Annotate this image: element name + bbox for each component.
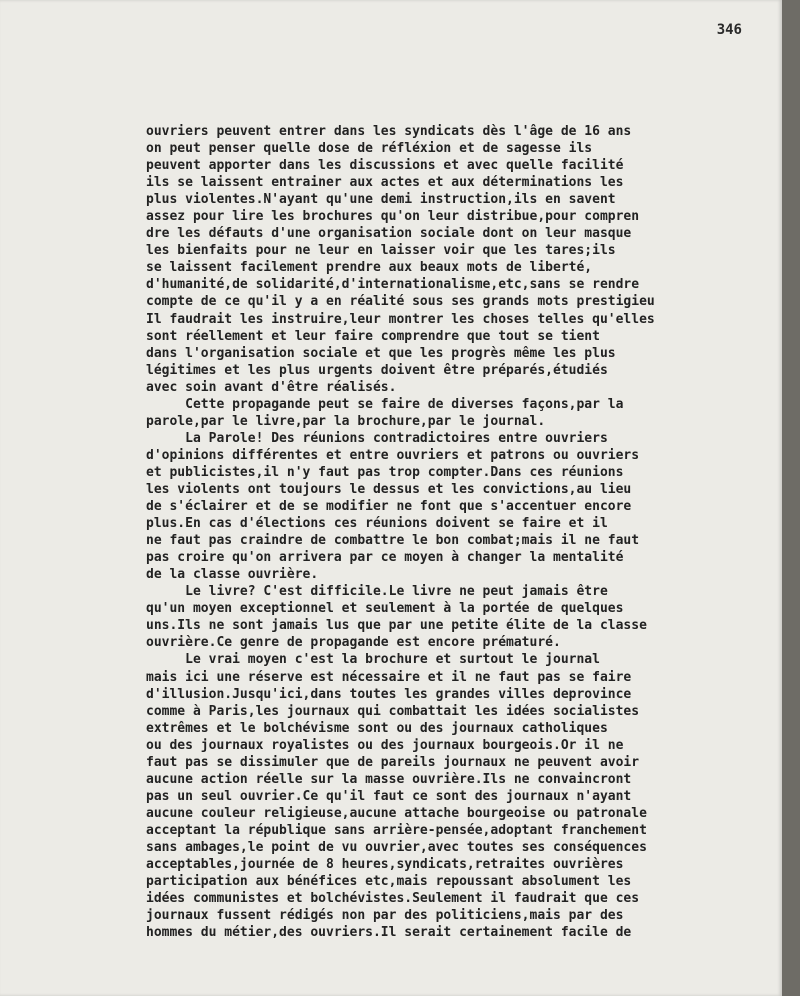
text-line: acceptant la république sans arrière-pensée,adoptant franchement: [146, 822, 647, 838]
text-line: assez pour lire les brochures qu'on leur distribue,pour compren: [146, 209, 640, 225]
text-line: aucune action réelle sur la masse ouvrière.Ils ne convaincront: [146, 771, 632, 787]
text-line: les violents ont toujours le dessus et les convictions,au lieu: [146, 481, 632, 497]
typed-text-body: [146, 123, 778, 941]
text-line: ou des journaux royalistes ou des journaux bourgeois.Or il ne: [146, 737, 624, 753]
text-line: pas croire qu'on arrivera par ce moyen à changer la mentalité: [146, 550, 624, 566]
text-line: ils se laissent entrainer aux actes et aux déterminations les: [146, 175, 624, 191]
text-line: La Parole! Des réunions contradictoires entre ouvriers: [146, 430, 608, 446]
text-line: dre les défauts d'une organisation sociale dont on leur masque: [146, 226, 632, 242]
text-line: mais ici une réserve est nécessaire et il ne faut pas se faire: [146, 669, 632, 685]
text-line: d'opinions différentes et entre ouvriers et patrons ou ouvriers: [146, 447, 640, 463]
text-line: participation aux bénéfices etc,mais repoussant absolument les: [146, 874, 632, 890]
text-line: plus.En cas d'élections ces réunions doivent se faire et il: [146, 516, 608, 532]
text-line: d'humanité,de solidarité,d'internationalisme,etc,sans se rendre: [146, 277, 640, 293]
text-line: plus violentes.N'ayant qu'une demi instruction,ils en savent: [146, 192, 616, 208]
text-line: de la classe ouvrière.: [146, 567, 319, 583]
text-line: Cette propagande peut se faire de diverses façons,par la: [146, 396, 624, 412]
text-line: compte de ce qu'il y a en réalité sous ses grands mots prestigieu: [146, 294, 655, 310]
text-line: de s'éclairer et de se modifier ne font que s'accentuer encore: [146, 499, 632, 515]
text-line: faut pas se dissimuler que de pareils journaux ne peuvent avoir: [146, 754, 640, 770]
text-line: parole,par le livre,par la brochure,par le journal.: [146, 413, 546, 429]
text-line: acceptables,journée de 8 heures,syndicats,retraites ouvrières: [146, 857, 624, 873]
text-line: journaux fussent rédigés non par des politiciens,mais par des: [146, 908, 624, 924]
text-line: qu'un moyen exceptionnel et seulement à la portée de quelques: [146, 601, 624, 617]
text-line: uns.Ils ne sont jamais lus que par une petite élite de la classe: [146, 618, 647, 634]
text-line: sans ambages,le point de vu ouvrier,avec toutes ses conséquences: [146, 839, 647, 855]
text-line: ouvriers peuvent entrer dans les syndicats dès l'âge de 16 ans: [146, 124, 632, 139]
text-line: légitimes et les plus urgents doivent être préparés,étudiés: [146, 362, 608, 378]
text-line: les bienfaits pour ne leur en laisser voir que les tares;ils: [146, 243, 616, 259]
text-line: on peut penser quelle dose de réfléxion et de sagesse ils: [146, 141, 593, 157]
page-number: 346: [716, 22, 742, 38]
text-line: ouvrière.Ce genre de propagande est encore prématuré.: [146, 635, 561, 651]
text-line: dans l'organisation sociale et que les progrès même les plus: [146, 345, 616, 361]
text-line: aucune couleur religieuse,aucune attache bourgeoise ou patronale: [146, 805, 647, 821]
text-line: sont réellement et leur faire comprendre que tout se tient: [146, 328, 600, 344]
text-line: hommes du métier,des ouvriers.Il serait certainement facile de: [146, 925, 632, 941]
text-line: extrêmes et le bolchévisme sont ou des journaux catholiques: [146, 720, 608, 736]
text-line: d'illusion.Jusqu'ici,dans toutes les grandes villes deprovince: [146, 686, 632, 702]
text-line: peuvent apporter dans les discussions et avec quelle facilité: [146, 158, 624, 174]
text-line: ne faut pas craindre de combattre le bon combat;mais il ne faut: [146, 533, 640, 549]
text-line: avec soin avant d'être réalisés.: [146, 379, 397, 395]
text-line: se laissent facilement prendre aux beaux mots de liberté,: [146, 260, 593, 276]
text-line: Le livre? C'est difficile.Le livre ne peut jamais être: [146, 584, 608, 600]
text-line: et publicistes,il n'y faut pas trop compter.Dans ces réunions: [146, 464, 624, 480]
text-line: Il faudrait les instruire,leur montrer les choses telles qu'elles: [146, 311, 655, 327]
text-line: comme à Paris,les journaux qui combattait les idées socialistes: [146, 703, 640, 719]
text-line: pas un seul ouvrier.Ce qu'il faut ce sont des journaux n'ayant: [146, 788, 632, 804]
text-line: Le vrai moyen c'est la brochure et surtout le journal: [146, 652, 600, 668]
text-line: idées communistes et bolchévistes.Seulement il faudrait que ces: [146, 891, 640, 907]
